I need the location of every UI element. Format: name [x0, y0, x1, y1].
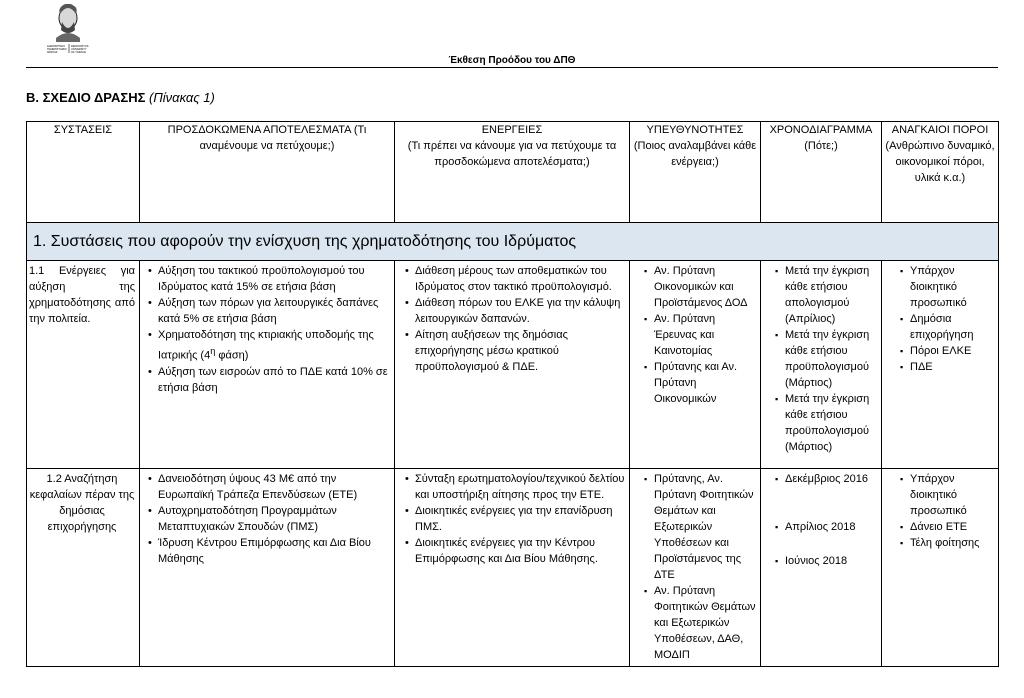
list-item: ▪ Δημόσια επιχορήγηση: [910, 311, 996, 343]
results-cell: [140, 261, 395, 469]
section-heading: [26, 90, 215, 105]
timeline-cell: [761, 469, 882, 667]
list-item: ▪ Πρύτανης, Αν. Πρύτανη Φοιτητικών Θεμάτων και Εξωτερικών Υποθέσεων και Προϊστάμενος της ΔΤΕ: [654, 471, 758, 583]
header-divider: [26, 67, 998, 68]
resources-cell: [882, 261, 999, 469]
university-logo: [44, 4, 96, 54]
table-header-row: [27, 122, 999, 223]
document-header-title: Έκθεση Προόδου του ΔΠΘ: [448, 55, 576, 66]
list-item: ▪ Πόροι ΕΛΚΕ: [910, 343, 996, 359]
svg-text:UNIVERSITY: UNIVERSITY: [71, 48, 87, 51]
action-plan-table: [26, 121, 999, 667]
list-item: ▪ Μετά την έγκριση κάθε ετήσιου απολογισμού (Απρίλιος): [785, 263, 879, 327]
recommendation-cell: 1.1 Ενέργειες για αύξηση της χρηματοδότησης από την πολιτεία.: [27, 261, 140, 469]
results-cell: [140, 469, 395, 667]
list-item: ▪ ΠΔΕ: [910, 359, 996, 375]
list-item: ▪ Μετά την έγκριση κάθε ετήσιου προϋπολογισμού (Μάρτιος): [785, 327, 879, 391]
section-subtitle: (Πίνακας 1): [149, 90, 215, 105]
header-recommendations: ΣΥΣΤΑΣΕΙΣ: [27, 122, 140, 223]
resources-cell: [882, 469, 999, 667]
header-actions: ΕΝΕΡΓΕΙΕΣ (Τι πρέπει να κάνουμε για να πετύχουμε τα προσδοκώμενα αποτελέσματα;): [395, 122, 630, 223]
header-expected-results: ΠΡΟΣΔΟΚΩΜΕΝΑ ΑΠΟΤΕΛΕΣΜΑΤΑ (Τι αναμένουμε να πετύχουμε;): [140, 122, 395, 223]
section-row: [27, 223, 999, 261]
actions-cell: [395, 261, 630, 469]
list-item: ▪ Δάνειο ΕΤΕ: [910, 519, 996, 535]
responsibilities-cell: [630, 469, 761, 667]
list-item: • Διάθεση πόρων του ΕΛΚΕ για την κάλυψη λειτουργικών δαπανών.: [415, 295, 627, 327]
header-timeline: ΧΡΟΝΟΔΙΑΓΡΑΜΜΑ (Πότε;): [761, 122, 882, 223]
list-item: ▪ Υπάρχον διοικητικό προσωπικό: [910, 471, 996, 519]
timeline-cell: [761, 261, 882, 469]
actions-cell: [395, 469, 630, 667]
header-resources: ΑΝΑΓΚΑΙΟΙ ΠΟΡΟΙ (Ανθρώπινο δυναμικό, οικονομικοί πόροι, υλικά κ.α.): [882, 122, 999, 223]
list-item: • Διοικητικές ενέργειες για την Κέντρου Επιμόρφωσης και Δια Βίου Μάθησης.: [415, 535, 627, 567]
recommendation-cell: 1.2 Αναζήτηση κεφαλαίων πέραν της δημόσιας επιχορήγησης: [27, 469, 140, 667]
list-item: • Αύξηση των πόρων για λειτουργικές δαπάνες κατά 5% σε ετήσια βάση: [158, 295, 392, 327]
svg-text:ΘΡΑΚΗΣ: ΘΡΑΚΗΣ: [47, 51, 58, 54]
table-row: [27, 261, 999, 469]
list-item: • Διοικητικές ενέργειες για την επανίδρυση ΠΜΣ.: [415, 503, 627, 535]
table-row: [27, 469, 999, 667]
list-item: • Ίδρυση Κέντρου Επιμόρφωσης και Δια Βίου Μάθησης: [158, 535, 392, 567]
list-item: ▪ Απρίλιος 2018: [785, 519, 879, 535]
responsibilities-cell: [630, 261, 761, 469]
list-item: ▪ Αν. Πρύτανη Οικονομικών και Προϊστάμενος ΔΟΔ: [654, 263, 758, 311]
list-item: ▪ Πρύτανης και Αν. Πρύτανη Οικονομικών: [654, 359, 758, 407]
list-item: • Αύξηση του τακτικού προϋπολογισμού του Ιδρύματος κατά 15% σε ετήσια βάση: [158, 263, 392, 295]
list-item: ▪ Δεκέμβριος 2016: [785, 471, 879, 487]
list-item: • Αυτοχρηματοδότηση Προγραμμάτων Μεταπτυχιακών Σπουδών (ΠΜΣ): [158, 503, 392, 535]
list-item: • Διάθεση μέρους των αποθεματικών του Ιδρύματος στον τακτικό προϋπολογισμό.: [415, 263, 627, 295]
list-item: • Αύξηση των εισροών από το ΠΔΕ κατά 10% σε ετήσια βάση: [158, 364, 392, 396]
header-responsibilities: ΥΠΕΥΘΥΝΟΤΗΤΕΣ (Ποιος αναλαμβάνει κάθε ενέργεια;): [630, 122, 761, 223]
svg-text:OF THRACE: OF THRACE: [71, 51, 86, 54]
list-item: • Σύνταξη ερωτηματολογίου/τεχνικού δελτίου και υποστήριξη αίτησης προς την ΕΤΕ.: [415, 471, 627, 503]
list-item: ▪ Μετά την έγκριση κάθε ετήσιου προϋπολογισμού (Μάρτιος): [785, 391, 879, 455]
svg-text:DEMOCRITUS: DEMOCRITUS: [71, 45, 89, 48]
section-row-title: 1. Συστάσεις που αφορούν την ενίσχυση της χρηματοδότησης του Ιδρύματος: [27, 223, 999, 261]
svg-text:ΠΑΝΕΠΙΣΤΗΜΙΟ: ΠΑΝΕΠΙΣΤΗΜΙΟ: [47, 48, 67, 51]
section-title: Β. ΣΧΕΔΙΟ ΔΡΑΣΗΣ: [26, 90, 146, 105]
svg-text:ΔΗΜΟΚΡΙΤΕΙΟ: ΔΗΜΟΚΡΙΤΕΙΟ: [47, 45, 66, 48]
list-item: • Δανειοδότηση ύψους 43 Μ€ από την Ευρωπαϊκή Τράπεζα Επενδύσεων (ΕΤΕ): [158, 471, 392, 503]
list-item: • Χρηματοδότηση της κτιριακής υποδομής της Ιατρικής ($4^\eta$ φάση): [158, 327, 392, 364]
list-item: ▪ Τέλη φοίτησης: [910, 535, 996, 551]
list-item: • Αίτηση αυξήσεων της δημόσιας επιχορήγησης μέσω κρατικού προϋπολογισμού & ΠΔΕ.: [415, 327, 627, 375]
list-item: ▪ Αν. Πρύτανη Φοιτητικών Θεμάτων και Εξωτερικών Υποθέσεων, ΔΑΘ, ΜΟΔΙΠ: [654, 583, 758, 663]
list-item: ▪ Υπάρχον διοικητικό προσωπικό: [910, 263, 996, 311]
list-item: ▪ Αν. Πρύτανη Έρευνας και Καινοτομίας: [654, 311, 758, 359]
list-item: ▪ Ιούνιος 2018: [785, 553, 879, 569]
